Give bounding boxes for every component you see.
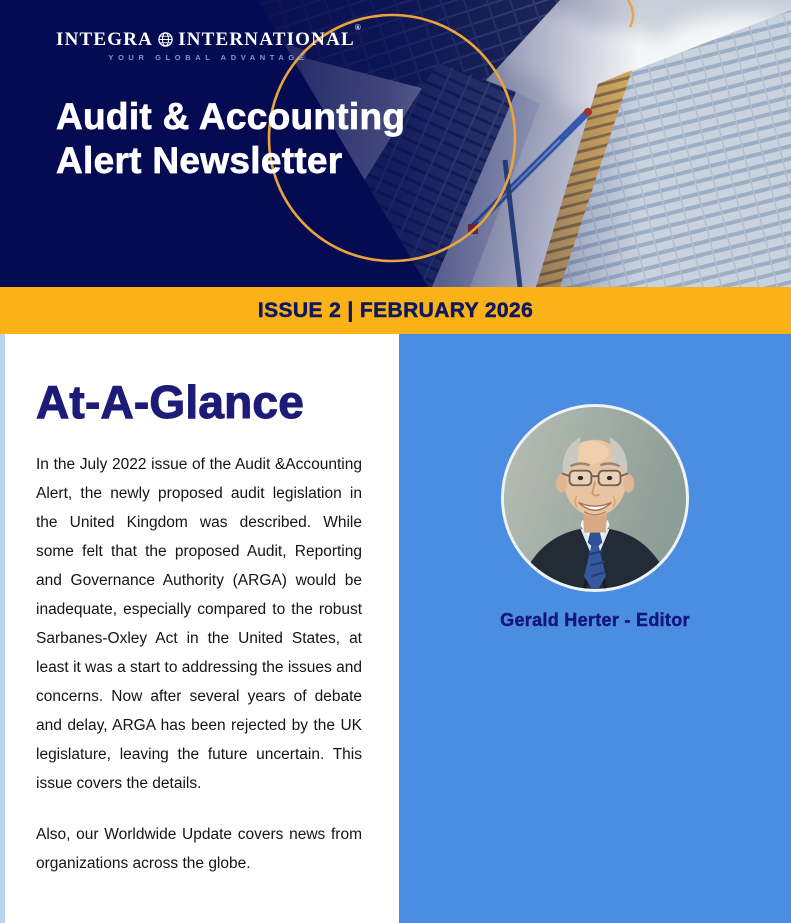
- brand-logo-text: [56, 23, 361, 50]
- editor-caption: Gerald Herter - Editor: [500, 610, 690, 630]
- editor-panel: [399, 334, 791, 923]
- brand-logo: [56, 23, 361, 62]
- brand-tagline: YOUR GLOBAL ADVANTAGE: [108, 53, 309, 62]
- newsletter-title: [56, 95, 405, 182]
- newsletter-title-line1: Audit & Accounting: [56, 96, 406, 137]
- globe-icon: [158, 32, 173, 47]
- article-paragraph: In the July 2022 issue of the Audit &Accounting Alert, the newly proposed audit legislation in the United Kingdom was described. While some felt that the proposed Audit, Reporting and Governance Authority (ARGA) would be inadequate, especially compared to the robust Sarbanes-Oxley Act in the United States, at least it was a start to addressing the issues and concerns. Now after several years of debate and delay, ARGA has been rejected by the UK legislature, leaving the future uncertain. This issue covers the details.: [36, 456, 362, 793]
- content-area: [0, 334, 791, 923]
- brand-left: INTEGRA: [56, 29, 154, 50]
- editor-portrait: [501, 404, 689, 592]
- article-heading: At-A-Glance: [36, 376, 305, 428]
- article-paragraph: Also, our Worldwide Update covers news from organizations across the globe.: [36, 826, 362, 873]
- issue-banner: [0, 287, 791, 334]
- article-column: [0, 334, 399, 923]
- issue-banner-text: ISSUE 2 | FEBRUARY 2026: [257, 298, 534, 322]
- editor-portrait-image: [504, 407, 686, 589]
- left-accent-strip: [0, 334, 5, 923]
- hero-header: [0, 0, 791, 287]
- registered-mark: ®: [354, 23, 361, 32]
- newsletter-title-line2: Alert Newsletter: [56, 139, 343, 181]
- brand-right: INTERNATIONAL®: [178, 23, 361, 50]
